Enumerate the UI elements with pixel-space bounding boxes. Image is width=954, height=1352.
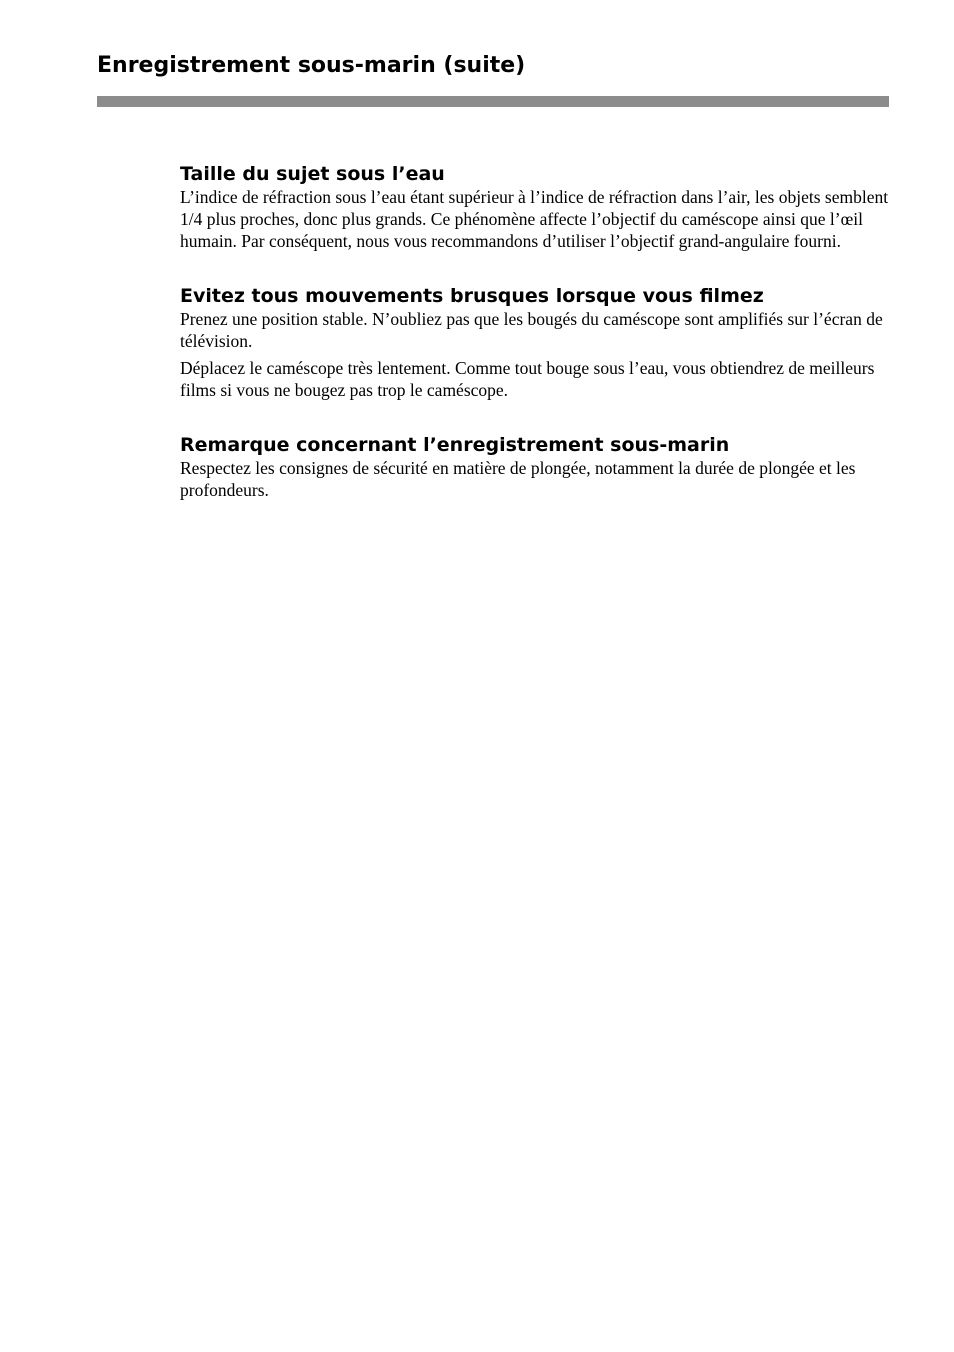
section-avoid-abrupt-movements bbox=[180, 284, 892, 401]
section-underwater-recording-note bbox=[180, 433, 892, 501]
section-paragraph: Respectez les consignes de sécurité en matière de plongée, notamment la durée de plongée et les profondeurs. bbox=[180, 458, 856, 500]
section-paragraph: L’indice de réfraction sous l’eau étant supérieur à l’indice de réfraction dans l’air, les objets semblent 1/4 plus proches, donc plus grands. Ce phénomène affecte l’objectif du caméscope ainsi que l’œil humain. Par conséquent, nous vous recommandons d’utiliser l’objectif grand-angulaire fourni. bbox=[180, 187, 889, 251]
section-heading: Taille du sujet sous l’eau bbox=[180, 163, 445, 185]
section-heading: Evitez tous mouvements brusques lorsque vous filmez bbox=[180, 285, 764, 307]
section-heading: Remarque concernant l’enregistrement sous-marin bbox=[180, 434, 730, 456]
title-rule bbox=[97, 96, 889, 107]
section-paragraph: Déplacez le caméscope très lentement. Comme tout bouge sous l’eau, vous obtiendrez de meilleurs films si vous ne bougez pas trop le caméscope. bbox=[180, 358, 875, 400]
page-title: Enregistrement sous-marin (suite) bbox=[97, 53, 526, 78]
page-content bbox=[180, 162, 892, 501]
section-paragraph: Prenez une position stable. N’oubliez pas que les bougés du caméscope sont amplifiés sur l’écran de télévision. bbox=[180, 309, 883, 351]
section-subject-size bbox=[180, 162, 892, 252]
